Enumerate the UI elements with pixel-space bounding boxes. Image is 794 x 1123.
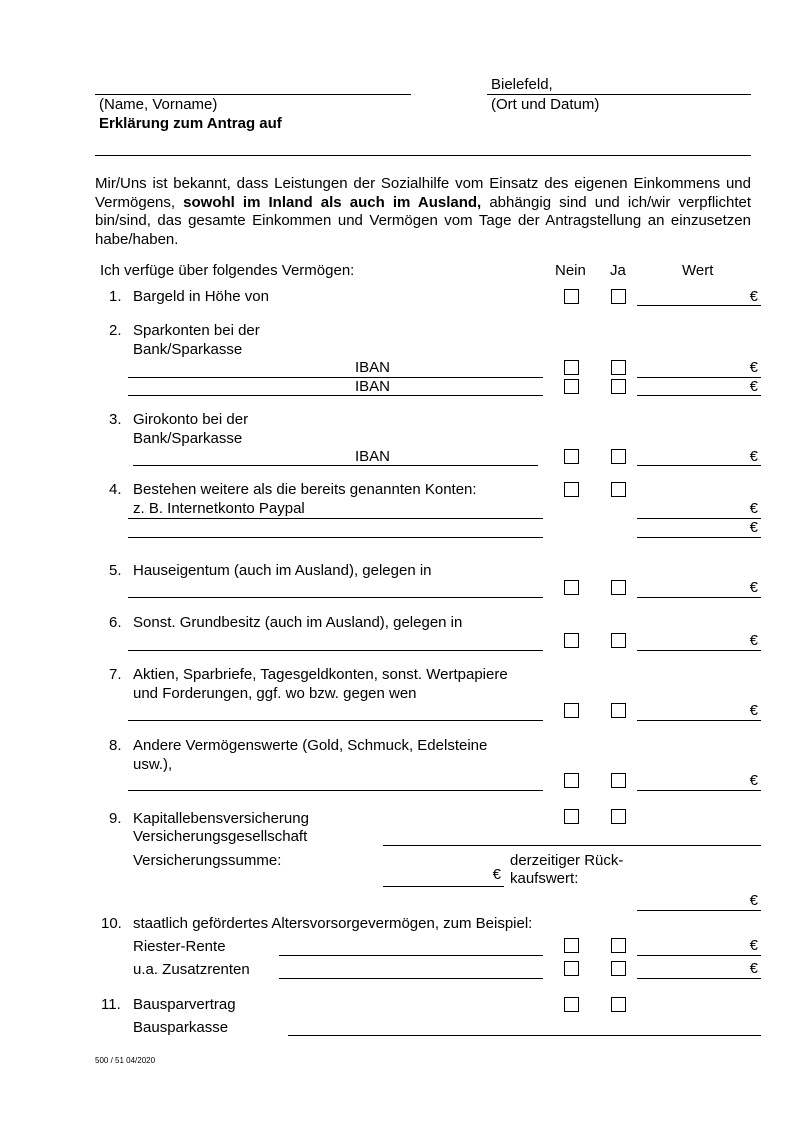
title-line[interactable] xyxy=(95,155,751,156)
item-1-value-line[interactable] xyxy=(637,305,761,306)
intro-text-1: Mir/Uns ist bekannt, dass Leistungen der Sozialhilfe vom Einsatz des eigenen Einkommens und Vermögens, xyxy=(95,175,751,211)
item-9-line1: Kapitallebensversicherung xyxy=(133,810,309,827)
name-label: (Name, Vorname) xyxy=(99,96,218,113)
item-2-line1: Sparkonten bei der xyxy=(133,322,260,339)
item-8-number: 8. xyxy=(109,737,122,754)
item-2-iban-2-label: IBAN xyxy=(355,378,391,395)
item-10-sub1-euro: € xyxy=(749,937,758,954)
item-9-line2: Versicherungsgesellschaft xyxy=(133,828,308,845)
item-2-row-1-no-checkbox[interactable] xyxy=(564,360,579,375)
column-value: Wert xyxy=(682,262,714,279)
item-9-yes-checkbox[interactable] xyxy=(611,809,626,824)
place-prefill: Bielefeld, xyxy=(491,76,553,93)
item-9-sum-label: Versicherungssumme: xyxy=(133,852,282,869)
item-3-line2: Bank/Sparkasse xyxy=(133,430,243,447)
item-6-no-checkbox[interactable] xyxy=(564,633,579,648)
item-3-yes-checkbox[interactable] xyxy=(611,449,626,464)
item-2-row-1-value-line[interactable] xyxy=(637,377,761,378)
item-9-sum-euro: € xyxy=(492,866,501,883)
item-7-details-line[interactable] xyxy=(128,720,543,721)
item-11-yes-checkbox[interactable] xyxy=(611,997,626,1012)
item-10-sub1-yes-checkbox[interactable] xyxy=(611,938,626,953)
item-10-number: 10. xyxy=(101,915,122,932)
item-6-label: Sonst. Grundbesitz (auch im Ausland), gelegen in xyxy=(133,614,463,631)
item-6-yes-checkbox[interactable] xyxy=(611,633,626,648)
item-7-line1: Aktien, Sparbriefe, Tagesgeldkonten, sonst. Wertpapiere xyxy=(133,666,508,683)
item-4-line2: z. B. Internetkonto Paypal xyxy=(133,500,305,517)
item-10-sub1-value-line[interactable] xyxy=(637,955,761,956)
item-8-euro: € xyxy=(749,772,758,789)
item-8-details-line[interactable] xyxy=(128,790,543,791)
item-2-row-2-yes-checkbox[interactable] xyxy=(611,379,626,394)
form-title: Erklärung zum Antrag auf xyxy=(99,115,282,132)
item-9-number: 9. xyxy=(109,810,122,827)
item-10-sub2-euro: € xyxy=(749,960,758,977)
item-9-surrender-value-line[interactable] xyxy=(637,910,761,911)
item-4-account-1-line[interactable] xyxy=(128,518,543,519)
item-10-sub2-line[interactable] xyxy=(279,978,543,979)
item-9-insurer-line[interactable] xyxy=(383,845,761,846)
item-2-row-2-euro: € xyxy=(749,378,758,395)
item-11-line1: Bausparvertrag xyxy=(133,996,236,1013)
item-4-no-checkbox[interactable] xyxy=(564,482,579,497)
item-11-line2: Bausparkasse xyxy=(133,1019,229,1036)
item-9-surrender-euro: € xyxy=(749,892,758,909)
item-1-number: 1. xyxy=(109,288,122,305)
item-9-surrender-line1: derzeitiger Rück- xyxy=(510,852,624,869)
item-9-no-checkbox[interactable] xyxy=(564,809,579,824)
item-3-value-line[interactable] xyxy=(637,465,761,466)
item-7-value-line[interactable] xyxy=(637,720,761,721)
item-6-value-line[interactable] xyxy=(637,650,761,651)
item-5-value-line[interactable] xyxy=(637,597,761,598)
item-4-yes-checkbox[interactable] xyxy=(611,482,626,497)
name-line[interactable] xyxy=(95,94,411,95)
item-10-sub2-no-checkbox[interactable] xyxy=(564,961,579,976)
item-2-row-2-no-checkbox[interactable] xyxy=(564,379,579,394)
item-8-value-line[interactable] xyxy=(637,790,761,791)
item-2-row-1-euro: € xyxy=(749,359,758,376)
item-3-iban-label: IBAN xyxy=(355,448,391,465)
item-5-label: Hauseigentum (auch im Ausland), gelegen in xyxy=(133,562,432,579)
item-4-account-2-line[interactable] xyxy=(128,537,543,538)
item-6-location-line[interactable] xyxy=(128,650,543,651)
item-4-euro-2: € xyxy=(749,519,758,536)
item-5-euro: € xyxy=(749,579,758,596)
intro-text-2: abhängig sind und ich/wir verpflichtet bin/sind, das gesamte Einkommen und Vermögen vom Tage der Antragstellung an einzusetzen habe/haben. xyxy=(95,193,751,248)
item-2-number: 2. xyxy=(109,322,122,339)
item-2-iban-1-label: IBAN xyxy=(355,359,391,376)
item-3-no-checkbox[interactable] xyxy=(564,449,579,464)
item-7-number: 7. xyxy=(109,666,122,683)
item-10-sub2-label: u.a. Zusatzrenten xyxy=(133,961,250,978)
item-10-sub1-line[interactable] xyxy=(279,955,543,956)
intro-text-bold: sowohl im Inland als auch im Ausland, xyxy=(183,193,482,211)
item-9-surrender-line2: kaufswert: xyxy=(510,870,579,887)
item-7-euro: € xyxy=(749,702,758,719)
item-8-yes-checkbox[interactable] xyxy=(611,773,626,788)
item-5-location-line[interactable] xyxy=(128,597,543,598)
item-3-bank-line[interactable] xyxy=(133,465,538,466)
item-9-sum-line[interactable] xyxy=(383,886,504,887)
item-4-number: 4. xyxy=(109,481,122,498)
item-6-number: 6. xyxy=(109,614,122,631)
item-10-sub2-value-line[interactable] xyxy=(637,978,761,979)
place-date-line[interactable] xyxy=(487,94,751,95)
item-5-number: 5. xyxy=(109,562,122,579)
item-8-line1: Andere Vermögenswerte (Gold, Schmuck, Edelsteine xyxy=(133,737,488,754)
item-1-no-checkbox[interactable] xyxy=(564,289,579,304)
item-2-line2: Bank/Sparkasse xyxy=(133,341,243,358)
item-4-value-1-line[interactable] xyxy=(637,518,761,519)
item-7-line2: und Forderungen, ggf. wo bzw. gegen wen xyxy=(133,685,417,702)
item-2-row-1-yes-checkbox[interactable] xyxy=(611,360,626,375)
item-1-euro: € xyxy=(749,288,758,305)
item-4-euro-1: € xyxy=(749,500,758,517)
item-2-bank-2-line[interactable] xyxy=(128,395,543,396)
item-8-no-checkbox[interactable] xyxy=(564,773,579,788)
item-5-no-checkbox[interactable] xyxy=(564,580,579,595)
item-7-yes-checkbox[interactable] xyxy=(611,703,626,718)
item-11-number: 11. xyxy=(101,996,121,1013)
item-2-row-2-value-line[interactable] xyxy=(637,395,761,396)
item-3-number: 3. xyxy=(109,411,122,428)
item-11-no-checkbox[interactable] xyxy=(564,997,579,1012)
intro-paragraph xyxy=(95,175,751,249)
place-date-label: (Ort und Datum) xyxy=(491,96,600,113)
item-1-label: Bargeld in Höhe von xyxy=(133,288,269,305)
item-10-sub1-no-checkbox[interactable] xyxy=(564,938,579,953)
item-10-sub1-label: Riester-Rente xyxy=(133,938,226,955)
item-4-value-2-line[interactable] xyxy=(637,537,761,538)
item-4-line1: Bestehen weitere als die bereits genannten Konten: xyxy=(133,481,477,498)
item-6-euro: € xyxy=(749,632,758,649)
item-7-no-checkbox[interactable] xyxy=(564,703,579,718)
item-2-bank-1-line[interactable] xyxy=(128,377,543,378)
item-10-sub2-yes-checkbox[interactable] xyxy=(611,961,626,976)
form-code: 500 / 51 04/2020 xyxy=(95,1056,156,1065)
item-10-label: staatlich gefördertes Altersvorsorgevermögen, zum Beispiel: xyxy=(133,915,533,932)
assets-lead: Ich verfüge über folgendes Vermögen: xyxy=(100,262,355,279)
item-11-bausparkasse-line[interactable] xyxy=(288,1035,761,1036)
item-3-euro: € xyxy=(749,448,758,465)
item-1-yes-checkbox[interactable] xyxy=(611,289,626,304)
column-no: Nein xyxy=(555,262,586,279)
item-5-yes-checkbox[interactable] xyxy=(611,580,626,595)
item-3-line1: Girokonto bei der xyxy=(133,411,249,428)
column-yes: Ja xyxy=(610,262,626,279)
item-8-line2: usw.), xyxy=(133,756,173,773)
